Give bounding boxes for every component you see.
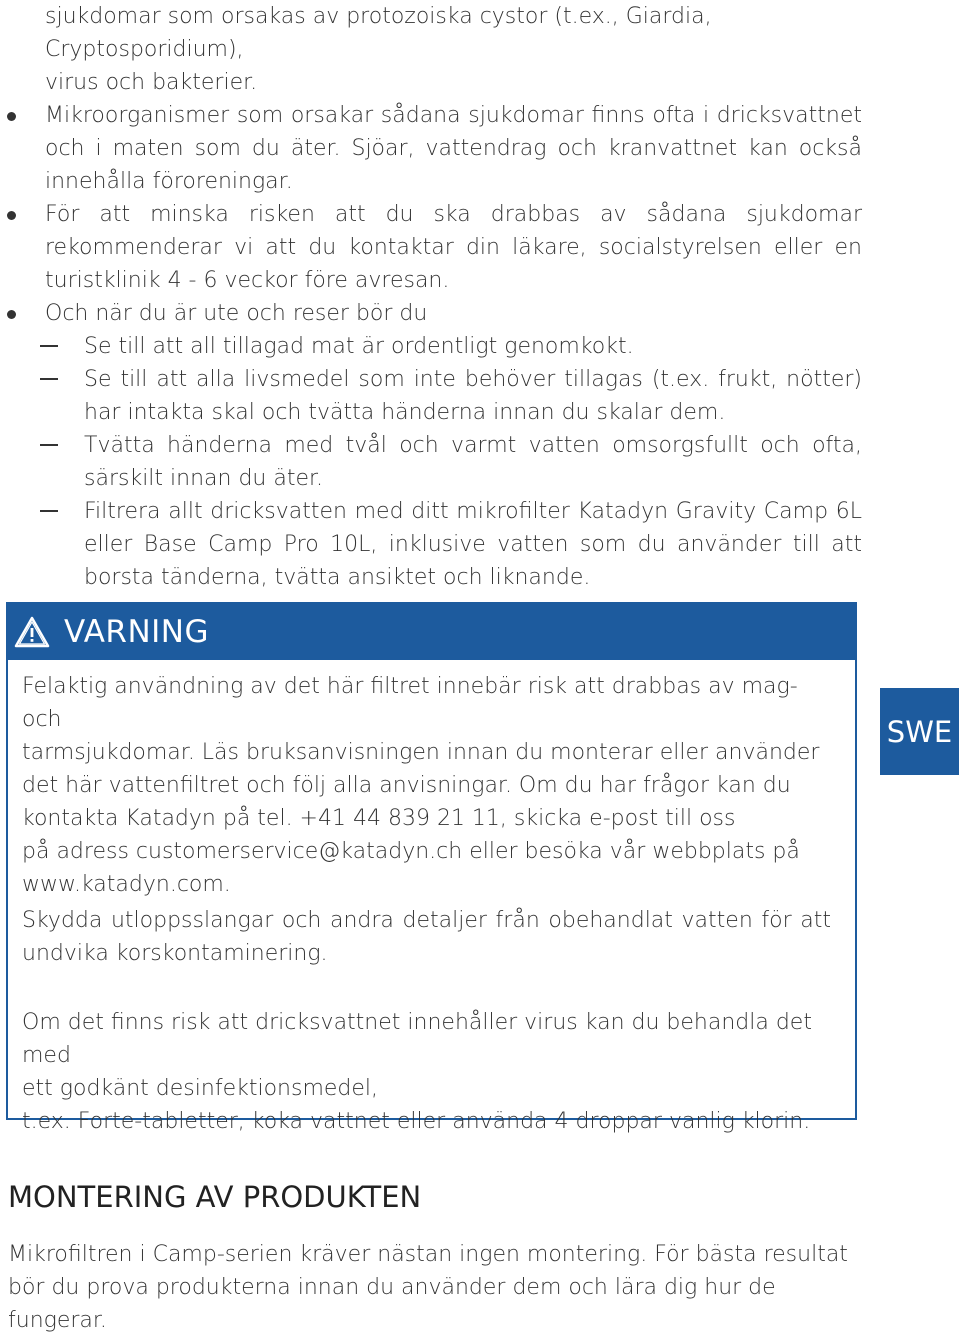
dash-mark xyxy=(40,345,58,347)
bullet-text: Och när du är ute och reser bör du xyxy=(45,301,428,326)
warning-title: VARNING xyxy=(64,614,210,650)
intro-line: sjukdomar som orsakas av protozoiska cystor (t.ex., Giardia, Cryptosporidium), xyxy=(45,4,712,62)
instructions-list xyxy=(0,0,862,594)
dash-text: Se till att all tillagad mat är ordentligt genomkokt. xyxy=(84,334,634,359)
warning-line: t.ex. Forte-tabletter, koka vattnet eller använda 4 droppar vanlig klorin. xyxy=(22,1109,811,1134)
bullet-text: Mikroorganismer som orsakar sådana sjukdomar finns ofta i dricksvattnet och i maten som du äter. Sjöar, vattendrag och kranvattnet kan också innehålla föroreningar. xyxy=(45,103,862,194)
warning-line: Om det finns risk att dricksvattnet innehåller virus kan du behandla det med xyxy=(22,1010,812,1068)
dash-text: Se till att alla livsmedel som inte behöver tillagas (t.ex. frukt, nötter) har intakta skal och tvätta händerna innan du skalar dem. xyxy=(84,367,862,425)
warning-line: på adress customerservice@katadyn.ch eller besöka vår webbplats på xyxy=(22,839,800,864)
section-body: Mikrofiltren i Camp-serien kräver nästan ingen montering. För bästa resultat bör du prova produkterna innan du använder dem och lära dig hur de fungerar. xyxy=(8,1242,848,1333)
warning-paragraph-2: Skydda utloppsslangar och andra detaljer från obehandlat vatten för att undvika korskontaminering. xyxy=(22,908,831,966)
warning-line: ett godkänt desinfektionsmedel, xyxy=(22,1076,379,1101)
bullet-item xyxy=(0,198,862,297)
dash-item xyxy=(0,429,862,495)
warning-line: det här vattenfiltret och följ alla anvisningar. Om du har frågor kan du xyxy=(22,773,791,798)
section-heading: MONTERING AV PRODUKTEN xyxy=(8,1180,422,1214)
warning-box xyxy=(6,602,857,1134)
warning-header xyxy=(8,604,855,660)
warning-line: tarmsjukdomar. Läs bruksanvisningen innan du monterar eller använder xyxy=(22,740,820,765)
warning-paragraph-3 xyxy=(22,1006,831,1138)
bullet-item xyxy=(0,99,862,198)
bullet-dot xyxy=(7,112,16,121)
dash-item xyxy=(0,363,862,429)
dash-mark xyxy=(40,378,58,380)
dash-mark xyxy=(40,510,58,512)
bullet-dot xyxy=(7,310,16,319)
dash-mark xyxy=(40,444,58,446)
intro-line: virus och bakterier. xyxy=(45,70,258,95)
dash-text: Tvätta händerna med tvål och varmt vatten omsorgsfullt och ofta, särskilt innan du äter. xyxy=(84,433,862,491)
warning-paragraph-1 xyxy=(22,670,831,901)
warning-line: Felaktig användning av det här filtret innebär risk att drabbas av mag- och xyxy=(22,674,798,732)
bullet-item xyxy=(0,297,862,330)
warning-line: www.katadyn.com. xyxy=(22,872,231,897)
bullet-dot xyxy=(7,211,16,220)
warning-triangle-icon xyxy=(14,616,50,648)
dash-text: Filtrera allt dricksvatten med ditt mikrofilter Katadyn Gravity Camp 6L eller Base Camp Pro 10L, inklusive vatten som du använder till att borsta tänderna, tvätta ansiktet och liknande. xyxy=(84,499,862,590)
dash-item xyxy=(0,495,862,594)
warning-line: kontakta Katadyn på tel. +41 44 839 21 11, skicka e-post till oss xyxy=(22,806,736,831)
language-tab: SWE xyxy=(880,688,959,775)
dash-item xyxy=(0,330,862,363)
bullet-text: För att minska risken att du ska drabbas av sådana sjukdomar rekommenderar vi att du kontaktar din läkare, socialstyrelsen eller en turistklinik 4 - 6 veckor före avresan. xyxy=(45,202,862,293)
